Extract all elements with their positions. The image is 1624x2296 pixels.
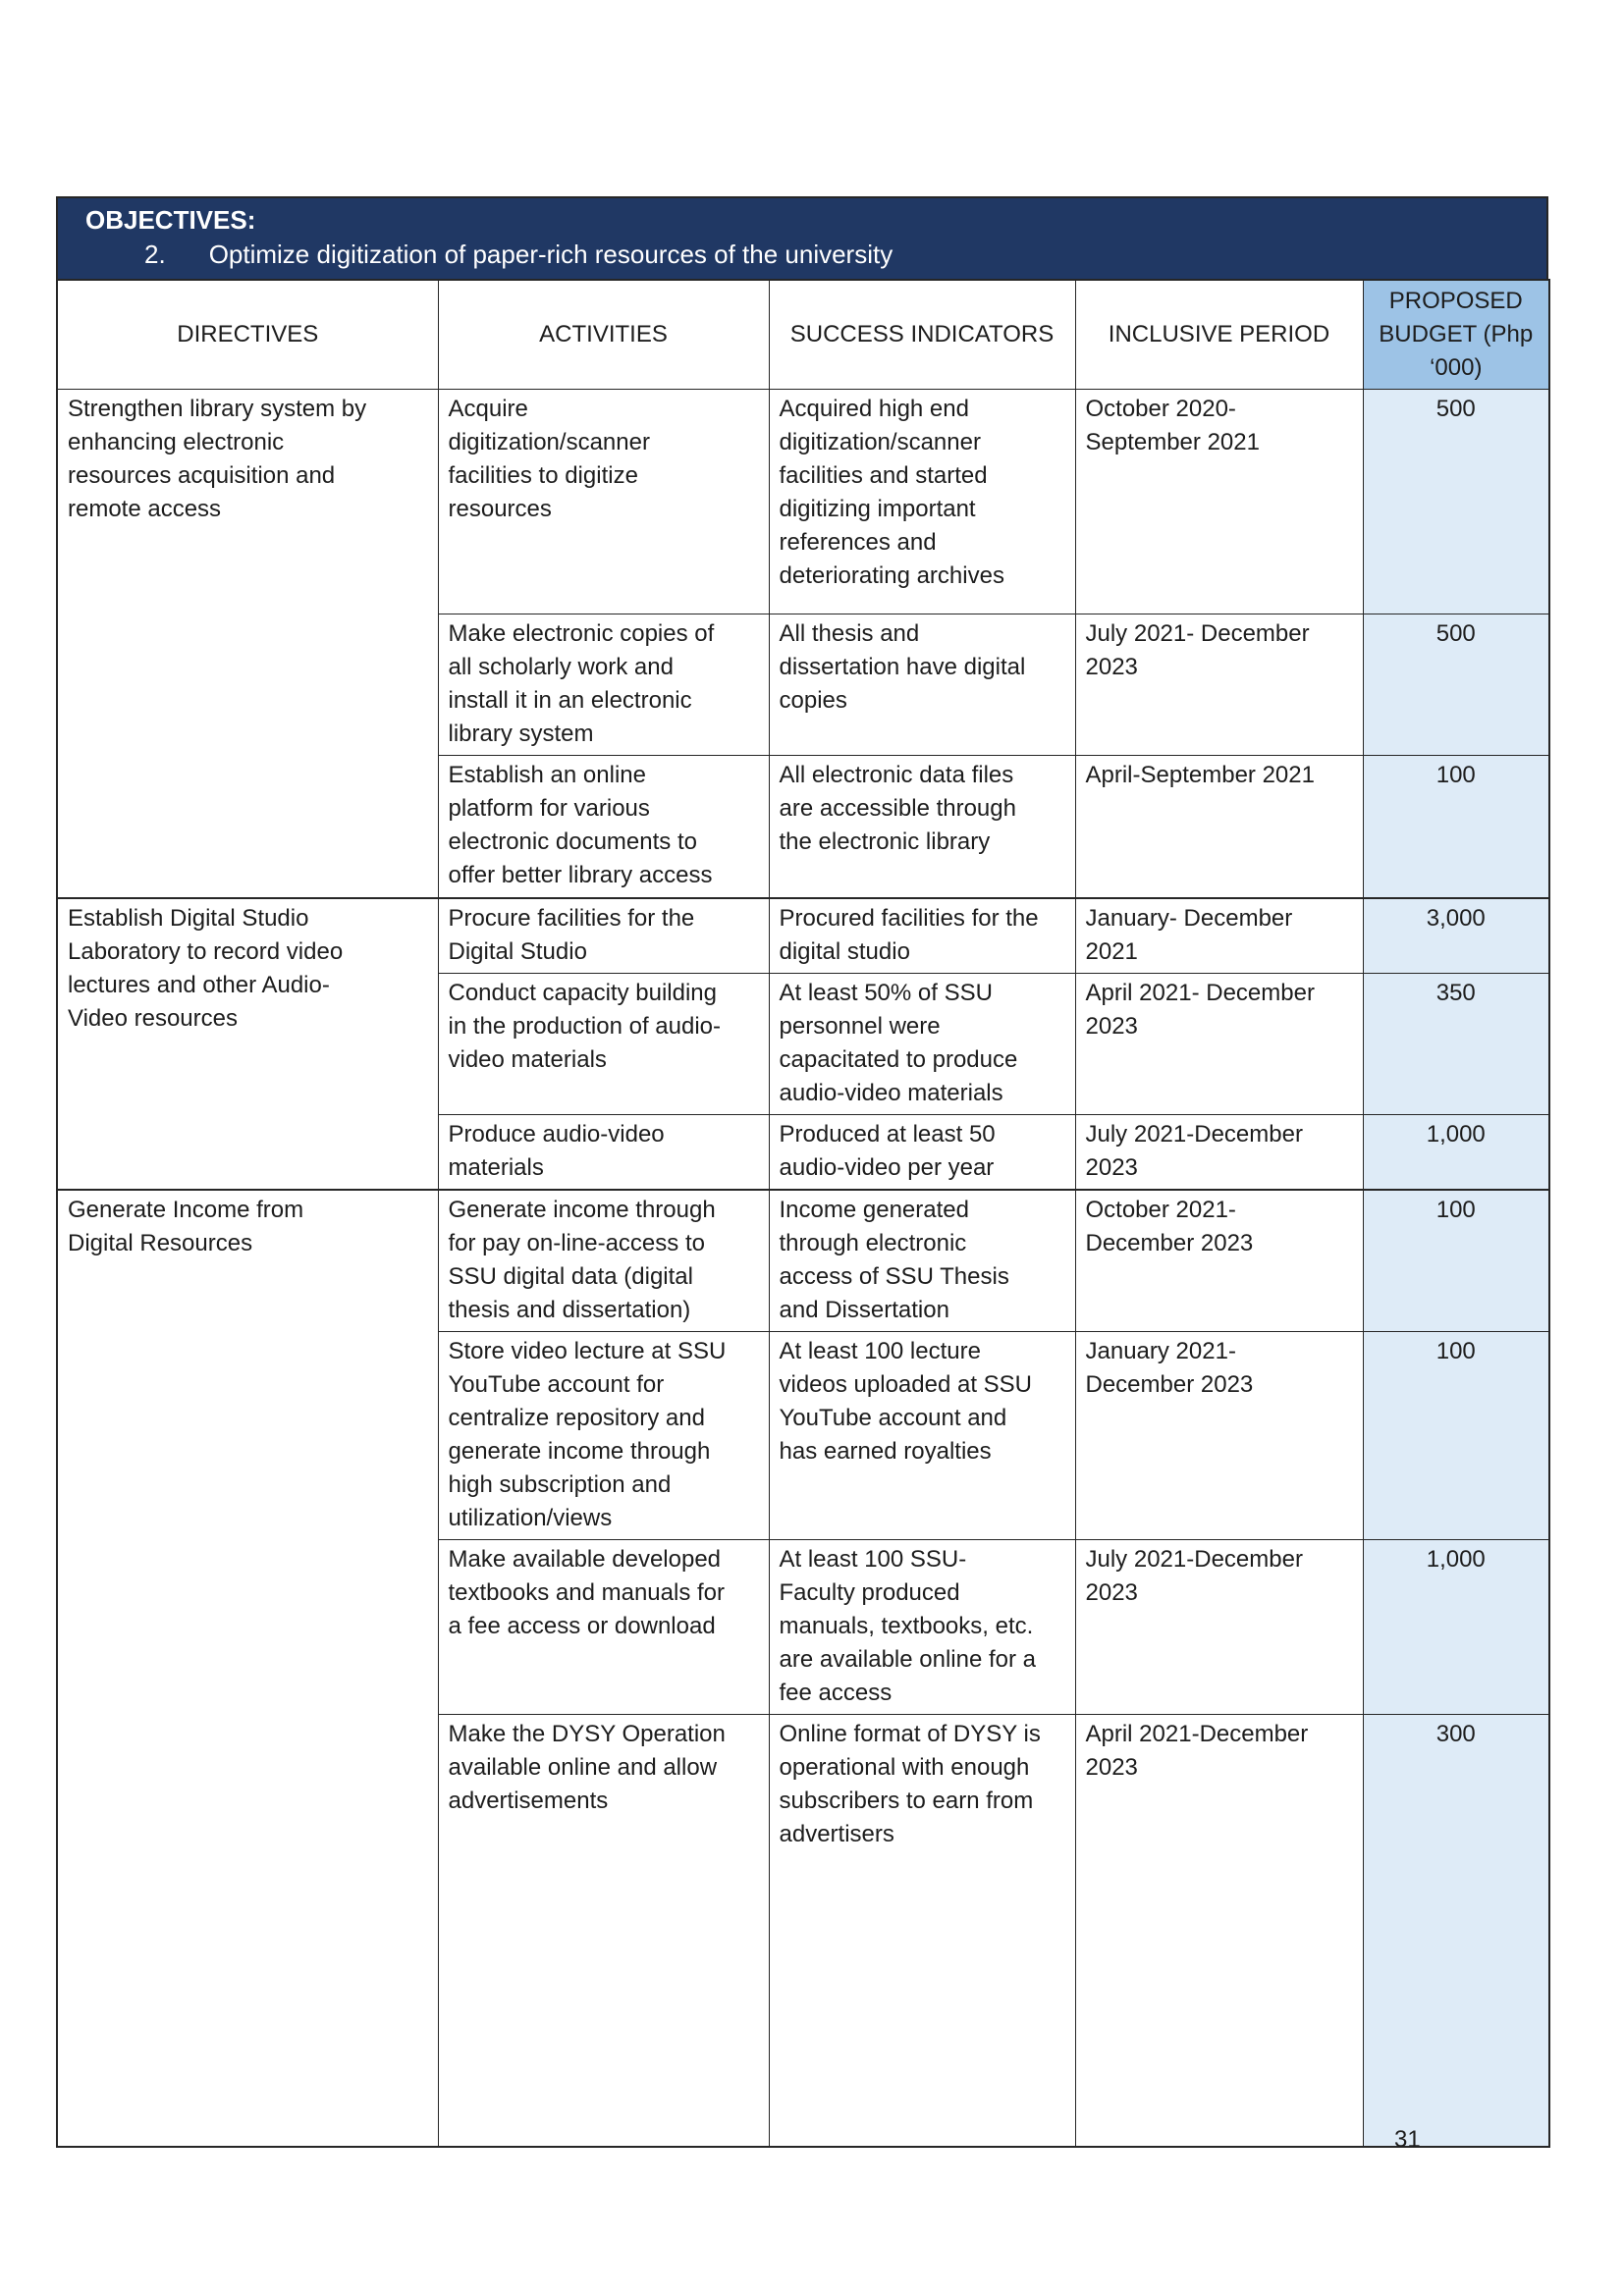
column-header-success-indicators: SUCCESS INDICATORS [769,280,1075,390]
period-cell: October 2020- September 2021 [1075,390,1363,614]
directive-cell: Strengthen library system by enhancing electronic resources acquisition and remote access [57,390,438,898]
budget-cell: 1,000 [1363,1539,1549,1714]
activity-cell: Acquire digitization/scanner facilities to digitize resources [438,390,769,614]
plan-document-block [56,196,1548,2148]
column-header-activities: ACTIVITIES [438,280,769,390]
directive-cell: Generate Income from Digital Resources [57,1190,438,2148]
page-number: 31 [1394,2126,1421,2153]
budget-cell: 100 [1363,756,1549,898]
period-cell: July 2021-December 2023 [1075,1114,1363,1190]
budget-cell: 500 [1363,390,1549,614]
indicator-cell: Online format of DYSY is operational with enough subscribers to earn from advertisers [769,1714,1075,2147]
period-cell: October 2021- December 2023 [1075,1190,1363,1332]
indicator-cell: Acquired high end digitization/scanner facilities and started digitizing important references and deteriorating archives [769,390,1075,614]
activity-cell: Make available developed textbooks and manuals for a fee access or download [438,1539,769,1714]
strategic-plan-table [56,279,1550,2148]
column-header-proposed-budget: PROPOSED BUDGET (Php ‘000) [1363,280,1549,390]
budget-cell: 100 [1363,1190,1549,1332]
table-header-row [57,280,1549,390]
period-cell: July 2021- December 2023 [1075,614,1363,756]
indicator-cell: All thesis and dissertation have digital copies [769,614,1075,756]
budget-cell: 3,000 [1363,898,1549,974]
period-cell: April-September 2021 [1075,756,1363,898]
column-header-directives: DIRECTIVES [57,280,438,390]
activity-cell: Establish an online platform for various electronic documents to offer better library access [438,756,769,898]
indicator-cell: At least 50% of SSU personnel were capacitated to produce audio-video materials [769,973,1075,1114]
indicator-cell: At least 100 lecture videos uploaded at SSU YouTube account and has earned royalties [769,1331,1075,1539]
indicator-cell: At least 100 SSU-Faculty produced manuals, textbooks, etc. are available online for a fee access [769,1539,1075,1714]
period-cell: January 2021- December 2023 [1075,1331,1363,1539]
objective-number: 2. [144,240,166,269]
activity-cell: Make electronic copies of all scholarly work and install it in an electronic library system [438,614,769,756]
table-row [57,390,1549,614]
budget-cell: 500 [1363,614,1549,756]
period-cell: April 2021- December 2023 [1075,973,1363,1114]
activity-cell: Store video lecture at SSU YouTube account for centralize repository and generate income through high subscription and utilization/views [438,1331,769,1539]
directive-cell: Establish Digital Studio Laboratory to record video lectures and other Audio-Video resources [57,898,438,1190]
budget-cell: 350 [1363,973,1549,1114]
activity-cell: Procure facilities for the Digital Studio [438,898,769,974]
indicator-cell: All electronic data files are accessible through the electronic library [769,756,1075,898]
objectives-header-bar [56,196,1548,279]
period-cell: July 2021-December 2023 [1075,1539,1363,1714]
indicator-cell: Produced at least 50 audio-video per year [769,1114,1075,1190]
objective-text: Optimize digitization of paper-rich resources of the university [208,240,893,269]
budget-cell: 1,000 [1363,1114,1549,1190]
column-header-inclusive-period: INCLUSIVE PERIOD [1075,280,1363,390]
activity-cell: Make the DYSY Operation available online and allow advertisements [438,1714,769,2147]
objectives-label: OBJECTIVES: [85,205,256,235]
indicator-cell: Procured facilities for the digital studio [769,898,1075,974]
activity-cell: Conduct capacity building in the production of audio-video materials [438,973,769,1114]
table-row [57,898,1549,974]
activity-cell: Produce audio-video materials [438,1114,769,1190]
indicator-cell: Income generated through electronic access of SSU Thesis and Dissertation [769,1190,1075,1332]
objective-item [58,237,1546,272]
table-row [57,1190,1549,1332]
period-cell: January- December 2021 [1075,898,1363,974]
period-cell: April 2021-December 2023 [1075,1714,1363,2147]
activity-cell: Generate income through for pay on-line-access to SSU digital data (digital thesis and dissertation) [438,1190,769,1332]
budget-cell: 100 [1363,1331,1549,1539]
budget-cell: 300 [1363,1714,1549,2147]
